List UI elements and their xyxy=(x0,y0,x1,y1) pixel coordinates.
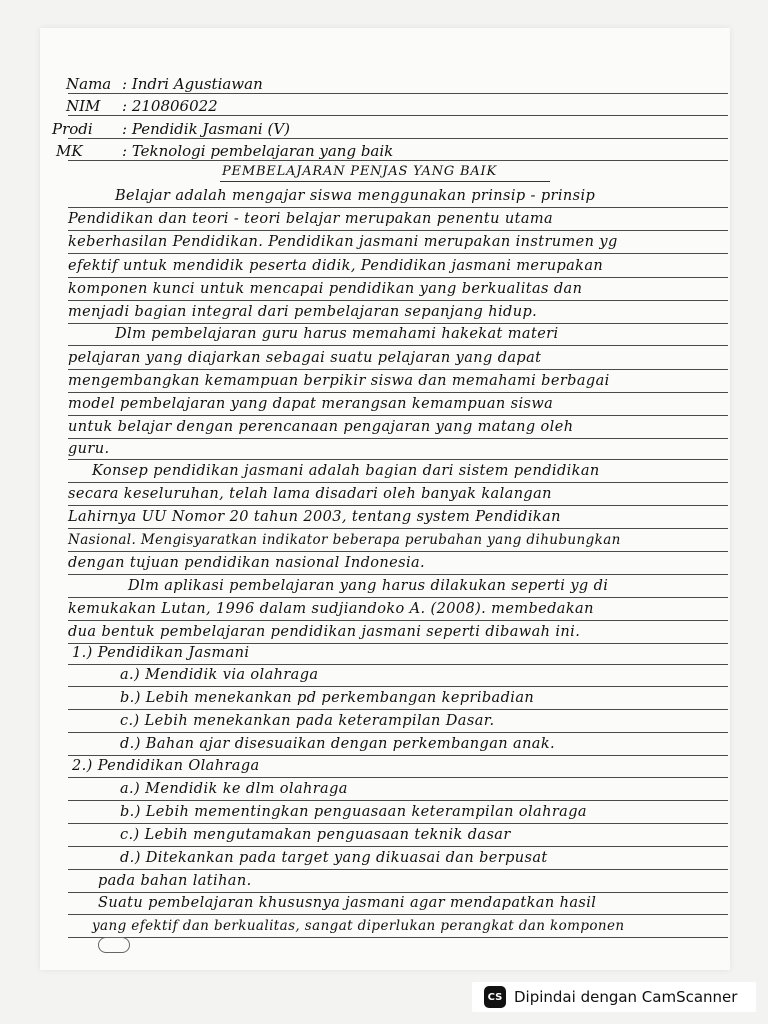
list-item: c.) Lebih menekankan pada keterampilan Dasar. xyxy=(120,713,495,729)
list-item: b.) Lebih menekankan pd perkembangan kepribadian xyxy=(120,690,535,706)
ruled-line xyxy=(68,277,728,278)
text-line: yang efektif dan berkualitas, sangat diperlukan perangkat dan komponen xyxy=(92,918,625,934)
page-stamp-mark xyxy=(98,937,130,953)
mk-value: : Teknologi pembelajaran yang baik xyxy=(122,142,394,160)
ruled-line xyxy=(68,138,728,139)
nim-value: : 210806022 xyxy=(122,97,218,115)
text-line: guru. xyxy=(68,441,110,457)
ruled-line xyxy=(68,415,728,416)
list-heading: 2.) Pendidikan Olahraga xyxy=(72,758,260,774)
ruled-line xyxy=(68,892,728,893)
ruled-line xyxy=(68,709,728,710)
ruled-line xyxy=(68,686,728,687)
ruled-line xyxy=(68,620,728,621)
ruled-line xyxy=(68,160,728,161)
text-line: keberhasilan Pendidikan. Pendidikan jasmani merupakan instrumen yg xyxy=(68,234,618,250)
camscanner-logo-icon: CS xyxy=(484,986,506,1008)
list-item: b.) Lebih mementingkan penguasaan keterampilan olahraga xyxy=(120,804,587,820)
ruled-line xyxy=(68,323,728,324)
text-line: Dlm pembelajaran guru harus memahami hakekat materi xyxy=(115,326,559,342)
text-line: Belajar adalah mengajar siswa menggunakan prinsip - prinsip xyxy=(115,188,596,204)
list-item: d.) Bahan ajar disesuaikan dengan perkembangan anak. xyxy=(120,736,556,752)
text-line: dengan tujuan pendidikan nasional Indonesia. xyxy=(68,555,426,571)
text-line: komponen kunci untuk mencapai pendidikan yang berkualitas dan xyxy=(68,281,583,297)
ruled-line xyxy=(68,823,728,824)
mk-label: MK xyxy=(56,142,83,160)
nim-label: NIM xyxy=(66,97,101,115)
ruled-line xyxy=(68,551,728,552)
ruled-line xyxy=(68,345,728,346)
text-line: pelajaran yang diajarkan sebagai suatu pelajaran yang dapat xyxy=(68,350,542,366)
ruled-line xyxy=(68,207,728,208)
text-line: secara keseluruhan, telah lama disadari oleh banyak kalangan xyxy=(68,486,552,502)
ruled-line xyxy=(68,482,728,483)
ruled-line xyxy=(68,459,728,460)
text-line: model pembelajaran yang dapat merangsan kemampuan siswa xyxy=(68,396,554,412)
ruled-line xyxy=(68,528,728,529)
ruled-line xyxy=(68,937,728,938)
text-line: Dlm aplikasi pembelajaran yang harus dilakukan seperti yg di xyxy=(128,578,609,594)
nama-label: Nama xyxy=(66,75,112,93)
ruled-line xyxy=(68,869,728,870)
text-line: Suatu pembelajaran khususnya jasmani agar mendapatkan hasil xyxy=(98,895,597,911)
page-title: PEMBELAJARAN PENJAS YANG BAIK xyxy=(222,164,497,179)
prodi-label: Prodi xyxy=(52,120,93,138)
ruled-line xyxy=(68,438,728,439)
text-line: dua bentuk pembelajaran pendidikan jasmani seperti dibawah ini. xyxy=(68,624,581,640)
ruled-line xyxy=(68,800,728,801)
ruled-line xyxy=(68,732,728,733)
text-line: Nasional. Mengisyaratkan indikator beberapa perubahan yang dihubungkan xyxy=(68,532,621,548)
ruled-line xyxy=(68,505,728,506)
list-item: c.) Lebih mengutamakan penguasaan teknik dasar xyxy=(120,827,511,843)
ruled-line xyxy=(68,597,728,598)
ruled-line xyxy=(68,846,728,847)
ruled-line xyxy=(68,664,728,665)
list-heading: 1.) Pendidikan Jasmani xyxy=(72,645,250,661)
ruled-line xyxy=(68,643,728,644)
text-line: Pendidikan dan teori - teori belajar merupakan penentu utama xyxy=(68,211,554,227)
list-item: d.) Ditekankan pada target yang dikuasai dan berpusat xyxy=(120,850,548,866)
ruled-line xyxy=(68,755,728,756)
ruled-line xyxy=(68,914,728,915)
ruled-line xyxy=(68,300,728,301)
title-underline xyxy=(220,181,550,182)
ruled-line xyxy=(68,777,728,778)
camscanner-text: Dipindai dengan CamScanner xyxy=(514,988,738,1006)
nama-value: : Indri Agustiawan xyxy=(122,75,263,93)
ruled-line xyxy=(68,392,728,393)
text-line: Lahirnya UU Nomor 20 tahun 2003, tentang system Pendidikan xyxy=(68,509,561,525)
ruled-line xyxy=(68,115,728,116)
list-item: a.) Mendidik via olahraga xyxy=(120,667,319,683)
ruled-line xyxy=(68,93,728,94)
ruled-line xyxy=(68,369,728,370)
text-line: kemukakan Lutan, 1996 dalam sudjiandoko A. (2008). membedakan xyxy=(68,601,594,617)
list-item-continued: pada bahan latihan. xyxy=(98,873,252,889)
text-line: mengembangkan kemampuan berpikir siswa dan memahami berbagai xyxy=(68,373,610,389)
text-line: efektif untuk mendidik peserta didik, Pendidikan jasmani merupakan xyxy=(68,258,604,274)
ruled-line xyxy=(68,230,728,231)
list-item: a.) Mendidik ke dlm olahraga xyxy=(120,781,348,797)
text-line: untuk belajar dengan perencanaan pengajaran yang matang oleh xyxy=(68,419,574,435)
prodi-value: : Pendidik Jasmani (V) xyxy=(122,120,291,138)
text-line: menjadi bagian integral dari pembelajaran sepanjang hidup. xyxy=(68,304,538,320)
camscanner-watermark xyxy=(472,982,756,1012)
text-line: Konsep pendidikan jasmani adalah bagian dari sistem pendidikan xyxy=(92,463,600,479)
ruled-line xyxy=(68,253,728,254)
ruled-line xyxy=(68,574,728,575)
